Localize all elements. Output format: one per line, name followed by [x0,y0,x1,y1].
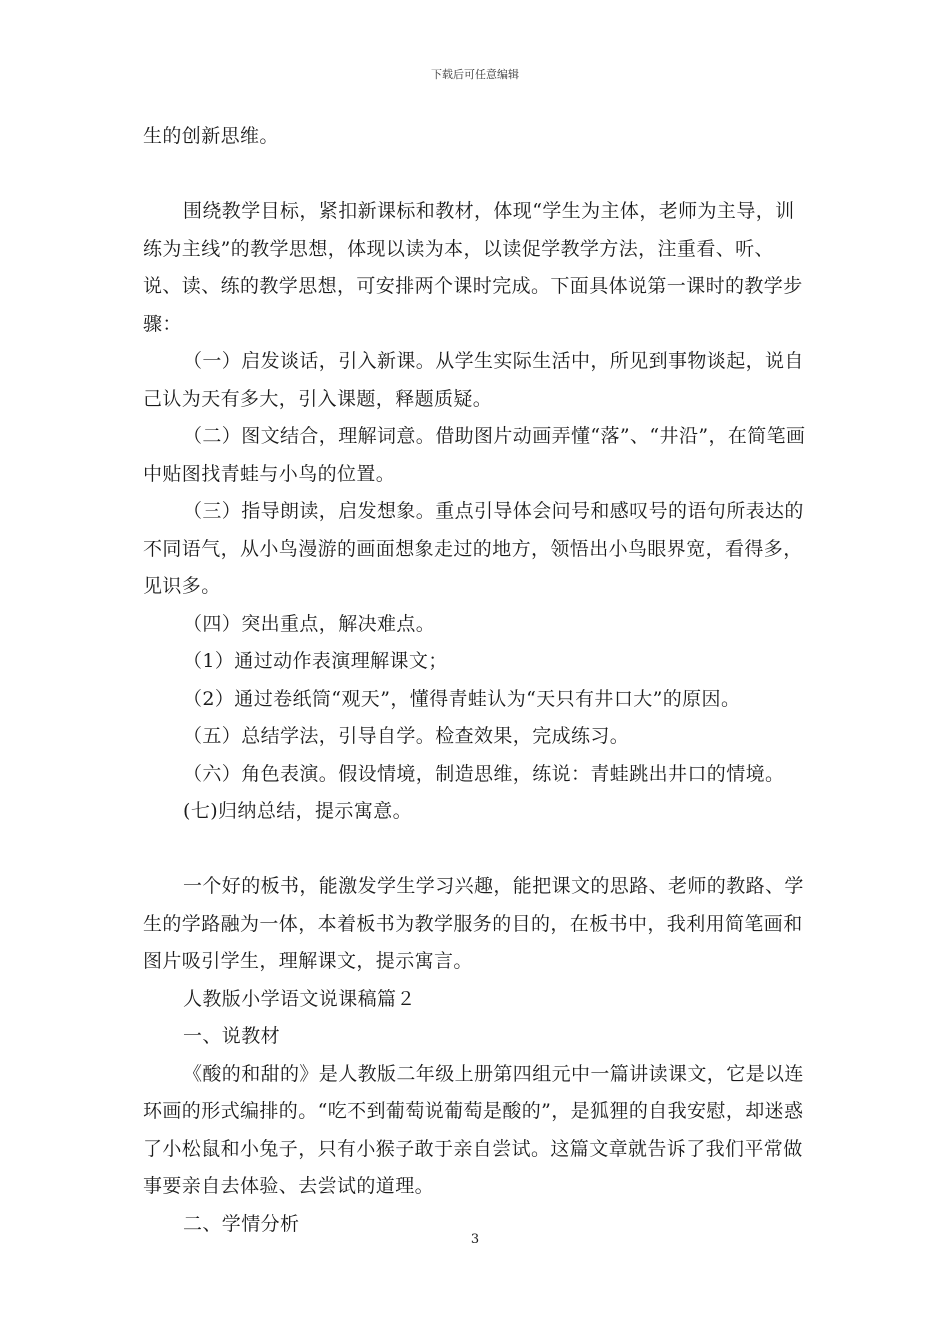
paragraph-substep-1: （1）通过动作表演理解课文； [183,650,448,672]
paragraph-step-2: （二）图文结合，理解词意。借助图片动画弄懂“落”、“井沿”，在简笔画中贴图找青蛙与小鸟的位置。 [143,425,806,485]
paragraph-step-5: （五）总结学法，引导自学。检查效果，完成练习。 [183,725,630,747]
paragraph-step-3: （三）指导朗读，启发想象。重点引导体会问号和感叹号的语句所表达的不同语气，从小鸟漫游的画面想象走过的地方，领悟出小鸟眼界宽，看得多，见识多。 [143,500,804,597]
paragraph-blackboard: 一个好的板书，能激发学生学习兴趣，能把课文的思路、老师的教路、学生的学路融为一体，本着板书为教学服务的目的，在板书中，我利用简笔画和图片吸引学生，理解课文，提示寓言。 [143,875,804,972]
heading-textbook: 一、说教材 [183,1025,281,1047]
paragraph-step-4: （四）突出重点，解决难点。 [183,612,436,635]
paragraph-step-1: （一）启发谈话，引入新课。从学生实际生活中，所见到事物谈起，说自己认为天有多大，引入课题，释题质疑。 [143,350,804,410]
paragraph-textbook: 《酸的和甜的》是人教版二年级上册第四组元中一篇讲读课文，它是以连环画的形式编排的。“吃不到葡萄说葡萄是酸的”，是狐狸的自我安慰，却迷惑了小松鼠和小兔子，只有小猴子敢于亲自尝试。这篇文章就告诉了我们平常做事要亲自去体验、去尝试的道理。 [143,1062,804,1197]
paragraph-step-6: （六）角色表演。假设情境，制造思维，练说：青蛙跳出井口的情境。 [183,762,785,785]
document-body [143,118,807,1243]
paragraph-substep-2: （2）通过卷纸筒“观天”，懂得青蛙认为“天只有井口大”的原因。 [183,687,741,710]
page-number: 3 [470,1232,480,1247]
paragraph-continuation: 生的创新思维。 [143,125,279,147]
paragraph-teaching-goal: 围绕教学目标，紧扣新课标和教材，体现“学生为主体，老师为主导，训练为主线”的教学思想，体现以读为本，以读促学教学方法，注重看、听、说、读、练的教学思想，可安排两个课时完成。下面具体说第一课时的教学步骤： [143,200,803,335]
page-header: 下载后可任意编辑 [431,68,519,81]
section-title: 人教版小学语文说课稿篇２ [183,987,416,1010]
paragraph-step-7: (七)归纳总结，提示寓意。 [183,800,413,822]
heading-student-analysis: 二、学情分析 [183,1212,300,1235]
